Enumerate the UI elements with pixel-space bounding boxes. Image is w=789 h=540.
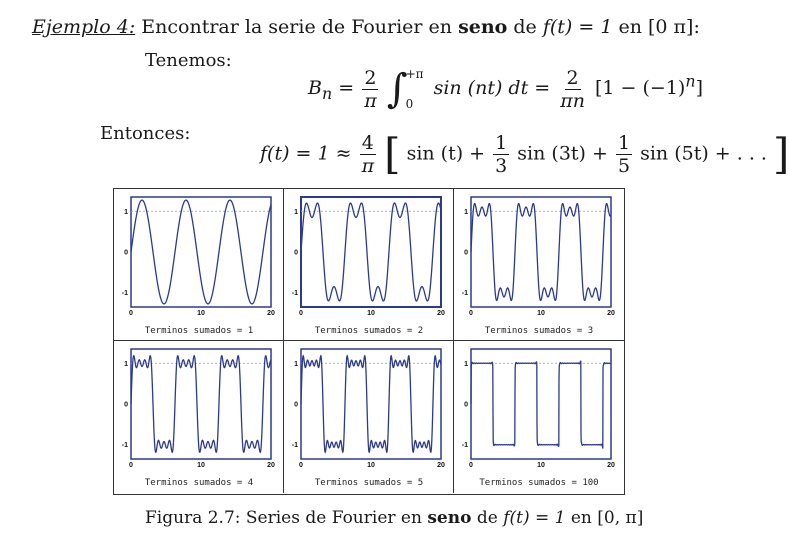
bn-coef-fraction bbox=[362, 67, 379, 112]
bn-lhs: B bbox=[308, 77, 322, 99]
plot-label-4: Terminos sumados = 4 bbox=[144, 478, 254, 488]
heading-text-before: Encontrar la serie de Fourier en bbox=[135, 16, 459, 38]
series-frac3 bbox=[493, 132, 509, 177]
plot-svg-6 bbox=[454, 341, 624, 493]
series-coef-fraction bbox=[360, 132, 377, 177]
series-coef-den: π bbox=[361, 155, 375, 177]
y-tick-label: 1 bbox=[124, 360, 128, 368]
bn-result: [1 − (−1) bbox=[595, 77, 686, 99]
tenemos-label: Tenemos: bbox=[145, 50, 232, 71]
x-tick-label: 0 bbox=[299, 310, 303, 317]
x-tick-label: 0 bbox=[469, 310, 473, 317]
x-tick-label: 0 bbox=[129, 462, 133, 469]
series-coef-num: 4 bbox=[361, 132, 374, 154]
y-tick-label: -1 bbox=[121, 442, 128, 450]
plot-label-5: Terminos sumados = 5 bbox=[314, 478, 424, 488]
plot-frame bbox=[131, 197, 271, 307]
plot-svg-2 bbox=[284, 189, 454, 341]
y-tick-label: -1 bbox=[291, 442, 298, 450]
example-heading bbox=[32, 16, 700, 38]
bn-coef-den: π bbox=[364, 89, 377, 112]
fourier-curve bbox=[301, 356, 441, 452]
plot-label-1: Terminos sumados = 1 bbox=[144, 326, 254, 336]
plot-svg-1 bbox=[114, 189, 284, 341]
y-tick-label: 1 bbox=[464, 360, 468, 368]
heading-text-after: en bbox=[612, 16, 648, 38]
plot-label-6: Terminos sumados = 100 bbox=[479, 478, 599, 488]
plot-panel-1 bbox=[114, 189, 284, 341]
integral-lower: 0 bbox=[405, 97, 414, 111]
series-lhs: f(t) = 1 ≈ bbox=[260, 142, 352, 165]
x-tick-label: 20 bbox=[267, 310, 275, 317]
plot-frame bbox=[471, 349, 611, 459]
x-tick-label: 20 bbox=[607, 310, 615, 317]
plot-panel-6 bbox=[454, 341, 624, 493]
x-tick-label: 0 bbox=[469, 462, 473, 469]
x-tick-label: 10 bbox=[537, 310, 545, 317]
plot-label-3: Terminos sumados = 3 bbox=[484, 326, 594, 336]
x-tick-label: 20 bbox=[607, 462, 615, 469]
right-bracket: ] bbox=[773, 129, 789, 179]
y-tick-label: 1 bbox=[124, 208, 128, 216]
y-tick-label: 0 bbox=[464, 401, 468, 409]
plot-panel-4 bbox=[114, 341, 284, 493]
plot-panel-5 bbox=[284, 341, 454, 493]
caption-bold-word: seno bbox=[427, 508, 472, 528]
series-term1: sin (t) + bbox=[406, 142, 486, 165]
plot-label-2: Terminos sumados = 2 bbox=[314, 326, 424, 336]
caption-suffix: en [0, π] bbox=[565, 508, 644, 528]
y-tick-label: -1 bbox=[461, 290, 468, 298]
y-tick-label: 0 bbox=[294, 401, 298, 409]
integral-upper: +π bbox=[405, 67, 424, 81]
series-frac5 bbox=[616, 132, 632, 177]
fourier-curve bbox=[131, 356, 271, 453]
caption-prefix: Figura 2.7: Series de Fourier en bbox=[145, 508, 428, 528]
x-tick-label: 10 bbox=[197, 462, 205, 469]
fourier-curve bbox=[471, 204, 611, 301]
x-tick-label: 20 bbox=[437, 310, 445, 317]
y-tick-label: 0 bbox=[124, 401, 128, 409]
y-tick-label: 0 bbox=[124, 249, 128, 257]
series-f3-den: 3 bbox=[495, 155, 508, 177]
plot-svg-5 bbox=[284, 341, 454, 493]
y-tick-label: -1 bbox=[121, 290, 128, 298]
bn-equation: $B_n$ = $\frac{2}{\pi}$ ∫ +π 0 sin (nt) dt = $\frac{2}{\pi n}$ $[1 - (-1)^n]$ bbox=[308, 66, 703, 112]
plot-svg-4 bbox=[114, 341, 284, 493]
integral-limits bbox=[406, 67, 424, 111]
x-tick-label: 20 bbox=[267, 462, 275, 469]
y-tick-label: 0 bbox=[294, 249, 298, 257]
figure-caption bbox=[145, 508, 643, 528]
bn-res-den: πn bbox=[560, 89, 585, 112]
x-tick-label: 0 bbox=[299, 462, 303, 469]
y-tick-label: -1 bbox=[291, 290, 298, 298]
bn-res-num: 2 bbox=[566, 66, 579, 89]
series-f5-num: 1 bbox=[617, 132, 631, 154]
heading-bold-word: seno bbox=[458, 16, 508, 38]
series-f5-den: 5 bbox=[617, 155, 631, 177]
fourier-curve bbox=[471, 361, 611, 449]
caption-mid: de bbox=[471, 508, 504, 528]
plot-panel-3 bbox=[454, 189, 624, 341]
bn-lhs-sub: n bbox=[321, 83, 333, 103]
plot-svg-3 bbox=[454, 189, 624, 341]
heading-text-mid: de bbox=[507, 16, 543, 38]
heading-interval: [0 π]: bbox=[648, 16, 700, 38]
fourier-figure-grid bbox=[113, 188, 625, 495]
fourier-curve bbox=[301, 203, 441, 301]
y-tick-label: 1 bbox=[464, 208, 468, 216]
x-tick-label: 10 bbox=[537, 462, 545, 469]
series-equation bbox=[260, 129, 789, 179]
heading-function: f(t) = 1 bbox=[542, 16, 613, 38]
example-label: Ejemplo 4: bbox=[32, 16, 136, 38]
integral-sign: ∫ bbox=[386, 66, 408, 112]
x-tick-label: 20 bbox=[437, 462, 445, 469]
x-tick-label: 10 bbox=[367, 462, 375, 469]
bn-integrand: sin (nt) dt = bbox=[433, 77, 551, 99]
y-tick-label: 0 bbox=[464, 249, 468, 257]
bn-coef-num: 2 bbox=[364, 66, 377, 89]
fourier-curve bbox=[131, 200, 271, 304]
x-tick-label: 10 bbox=[367, 310, 375, 317]
plot-panel-2 bbox=[284, 189, 454, 341]
series-term5: sin (5t) + . . . bbox=[640, 142, 767, 165]
bn-result-close: ] bbox=[695, 77, 703, 99]
series-term3: sin (3t) + bbox=[517, 142, 608, 165]
y-tick-label: 1 bbox=[294, 208, 298, 216]
bn-result-fraction bbox=[558, 67, 587, 112]
x-tick-label: 10 bbox=[197, 310, 205, 317]
bn-result-exp: n bbox=[685, 71, 696, 91]
x-tick-label: 0 bbox=[129, 310, 133, 317]
entonces-label: Entonces: bbox=[100, 123, 191, 144]
series-f3-num: 1 bbox=[495, 132, 508, 154]
y-tick-label: -1 bbox=[461, 442, 468, 450]
y-tick-label: 1 bbox=[294, 360, 298, 368]
left-bracket: [ bbox=[384, 129, 401, 179]
caption-function: f(t) = 1 bbox=[503, 508, 566, 528]
